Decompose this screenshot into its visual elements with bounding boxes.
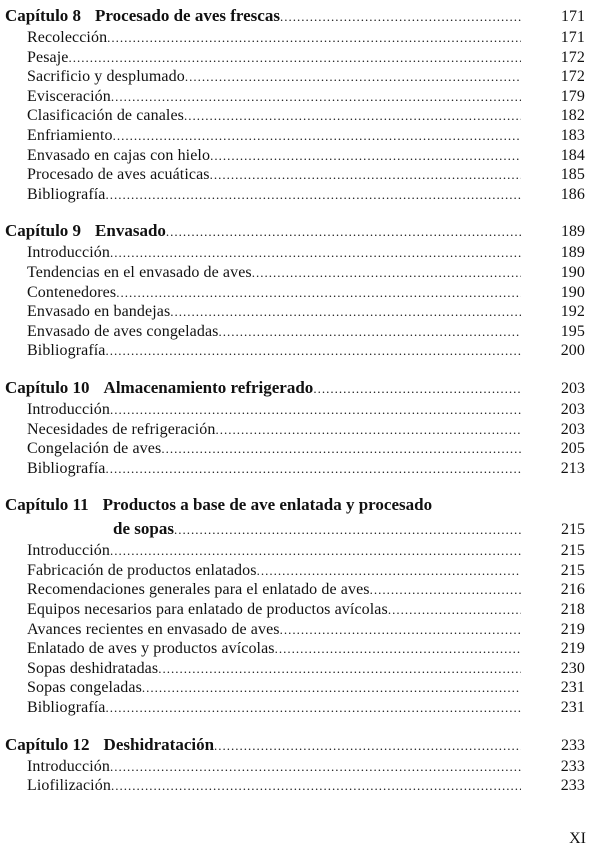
entry-page: 172: [560, 48, 585, 66]
toc-entry: [5, 757, 585, 777]
entry-page: 186: [560, 185, 585, 203]
dot-leader: [110, 243, 521, 263]
dot-leader: [166, 220, 521, 244]
chapter-page: 233: [561, 736, 585, 754]
entry-title: Necesidades de refrigeración: [27, 420, 216, 438]
dot-leader: [219, 322, 521, 342]
entry-page: 205: [560, 440, 585, 458]
toc-entry: [5, 283, 585, 303]
entry-page: 182: [560, 107, 585, 125]
entry-title: Enfriamiento: [27, 126, 113, 144]
dot-leader: [210, 165, 521, 185]
toc-entry: [5, 243, 585, 263]
entry-title: Enlatado de aves y productos avícolas: [27, 640, 275, 658]
entry-title: Introducción: [27, 757, 110, 775]
chapter-number: Capítulo 8: [5, 6, 82, 25]
entry-page: 179: [560, 87, 585, 105]
entry-title: Evisceración: [27, 87, 111, 105]
entry-page: 185: [560, 166, 585, 184]
dot-leader: [174, 518, 521, 542]
entry-page: 230: [560, 659, 585, 677]
dot-leader: [110, 757, 521, 777]
entry-title: Bibliografía: [27, 459, 106, 477]
chapter-number: Capítulo 11: [5, 495, 89, 515]
entry-title: Envasado de aves congeladas: [27, 322, 219, 340]
dot-leader: [280, 620, 521, 640]
entry-page: 219: [560, 620, 585, 638]
entry-title: Pesaje: [27, 48, 69, 66]
chapter-heading: [5, 219, 585, 243]
entry-title: Clasificación de canales: [27, 107, 184, 125]
entry-page: 233: [560, 757, 585, 775]
dot-leader: [161, 439, 521, 459]
dot-leader: [210, 146, 521, 166]
entry-title: Sopas deshidratadas: [27, 659, 159, 677]
entry-page: 195: [560, 322, 585, 340]
toc-entry: [5, 698, 585, 718]
entry-title: Equipos necesarios para enlatado de productos avícolas: [27, 601, 388, 619]
toc-entry: [5, 600, 585, 620]
dot-leader: [68, 48, 521, 68]
entry-page: 215: [560, 561, 585, 579]
entry-title: Liofilización: [27, 777, 111, 795]
toc-entry: [5, 126, 585, 146]
entry-title: Bibliografía: [27, 342, 106, 360]
dot-leader: [184, 106, 521, 126]
chapter-number: Capítulo 12: [5, 734, 90, 754]
toc-entry: [5, 322, 585, 342]
chapter-title: Productos a base de ave enlatada y procesado: [102, 495, 433, 515]
table-of-contents: [5, 4, 585, 811]
page-number: XI: [569, 830, 586, 847]
dot-leader: [107, 28, 521, 48]
chapter-page: 215: [561, 521, 585, 539]
chapter-section: [5, 733, 585, 796]
toc-entry: [5, 67, 585, 87]
toc-entry: [5, 263, 585, 283]
entry-title: Recomendaciones generales para el enlatado de aves: [27, 581, 370, 599]
entry-title: Introducción: [27, 542, 110, 560]
dot-leader: [370, 580, 521, 600]
chapter-title: Envasado: [95, 221, 166, 241]
entry-title: Procesado de aves acuáticas: [27, 166, 210, 184]
entry-page: 233: [560, 777, 585, 795]
dot-leader: [142, 678, 521, 698]
entry-title: Introducción: [27, 400, 110, 418]
dot-leader: [158, 659, 521, 679]
chapter-section: [5, 219, 585, 361]
entry-title: Sopas congeladas: [27, 679, 142, 697]
dot-leader: [110, 400, 521, 420]
dot-leader: [214, 734, 521, 758]
dot-leader: [170, 302, 521, 322]
chapter-heading: [5, 733, 585, 757]
entry-page: 172: [560, 68, 585, 86]
entry-page: 203: [560, 400, 585, 418]
entry-title: Recolección: [27, 29, 108, 46]
chapter-number: Capítulo 9: [5, 221, 82, 241]
chapter-title: Almacenamiento refrigerado: [103, 377, 314, 397]
dot-leader: [106, 341, 521, 361]
entry-page: 213: [560, 459, 585, 477]
entry-title: Envasado en bandejas: [27, 303, 171, 321]
entry-page: 231: [560, 699, 585, 717]
toc-entry: [5, 146, 585, 166]
chapter-page: 203: [561, 379, 585, 397]
entry-page: 215: [560, 542, 585, 560]
chapter-section: [5, 4, 585, 204]
chapter-section: [5, 376, 585, 478]
chapter-heading-continued: [5, 517, 585, 541]
dot-leader: [252, 263, 521, 283]
dot-leader: [106, 698, 521, 718]
entry-page: 190: [560, 283, 585, 301]
chapter-page: 171: [561, 8, 585, 25]
entry-page: 231: [560, 679, 585, 697]
toc-entry: [5, 561, 585, 581]
dot-leader: [113, 126, 521, 146]
toc-entry: [5, 541, 585, 561]
chapter-heading: [5, 4, 585, 28]
toc-entry: [5, 776, 585, 796]
chapter-number: Capítulo 10: [5, 377, 90, 397]
entry-page: 190: [560, 263, 585, 281]
toc-entry: [5, 341, 585, 361]
dot-leader: [106, 459, 521, 479]
toc-entry: [5, 106, 585, 126]
entry-page: 192: [560, 303, 585, 321]
dot-leader: [275, 639, 521, 659]
dot-leader: [280, 5, 521, 29]
chapter-title: Procesado de aves frescas: [95, 6, 280, 25]
dot-leader: [313, 377, 521, 401]
toc-entry: [5, 459, 585, 479]
chapter-title-continued: de sopas: [113, 519, 174, 539]
toc-entry: [5, 439, 585, 459]
entry-title: Tendencias en el envasado de aves: [27, 263, 252, 281]
entry-page: 203: [560, 420, 585, 438]
toc-entry: [5, 678, 585, 698]
entry-page: 171: [560, 29, 585, 46]
chapter-section: [5, 493, 585, 717]
entry-title: Contenedores: [27, 283, 117, 301]
toc-entry: [5, 87, 585, 107]
dot-leader: [111, 776, 521, 796]
entry-page: 183: [560, 126, 585, 144]
entry-title: Envasado en cajas con hielo: [27, 146, 211, 164]
chapter-heading: [5, 493, 585, 517]
entry-page: 218: [560, 601, 585, 619]
dot-leader: [215, 420, 521, 440]
dot-leader: [257, 561, 521, 581]
toc-entry: [5, 185, 585, 205]
entry-title: Bibliografía: [27, 699, 106, 717]
entry-page: 216: [560, 581, 585, 599]
toc-entry: [5, 639, 585, 659]
toc-entry: [5, 28, 585, 48]
chapter-title: Deshidratación: [103, 734, 215, 754]
dot-leader: [106, 185, 521, 205]
toc-entry: [5, 659, 585, 679]
toc-entry: [5, 302, 585, 322]
entry-title: Avances recientes en envasado de aves: [27, 620, 280, 638]
chapter-heading: [5, 376, 585, 400]
entry-title: Fabricación de productos enlatados: [27, 561, 257, 579]
dot-leader: [185, 67, 521, 87]
entry-page: 200: [560, 342, 585, 360]
dot-leader: [111, 87, 521, 107]
entry-page: 189: [560, 244, 585, 262]
dot-leader: [116, 283, 521, 303]
chapter-page: 189: [561, 223, 585, 241]
entry-title: Congelación de aves: [27, 440, 162, 458]
toc-entry: [5, 580, 585, 600]
entry-title: Bibliografía: [27, 185, 106, 203]
toc-entry: [5, 400, 585, 420]
toc-entry: [5, 620, 585, 640]
toc-entry: [5, 420, 585, 440]
toc-entry: [5, 48, 585, 68]
entry-title: Introducción: [27, 244, 110, 262]
toc-entry: [5, 165, 585, 185]
dot-leader: [388, 600, 521, 620]
entry-page: 184: [560, 146, 585, 164]
entry-title: Sacrificio y desplumado: [27, 68, 185, 86]
entry-page: 219: [560, 640, 585, 658]
dot-leader: [110, 541, 521, 561]
